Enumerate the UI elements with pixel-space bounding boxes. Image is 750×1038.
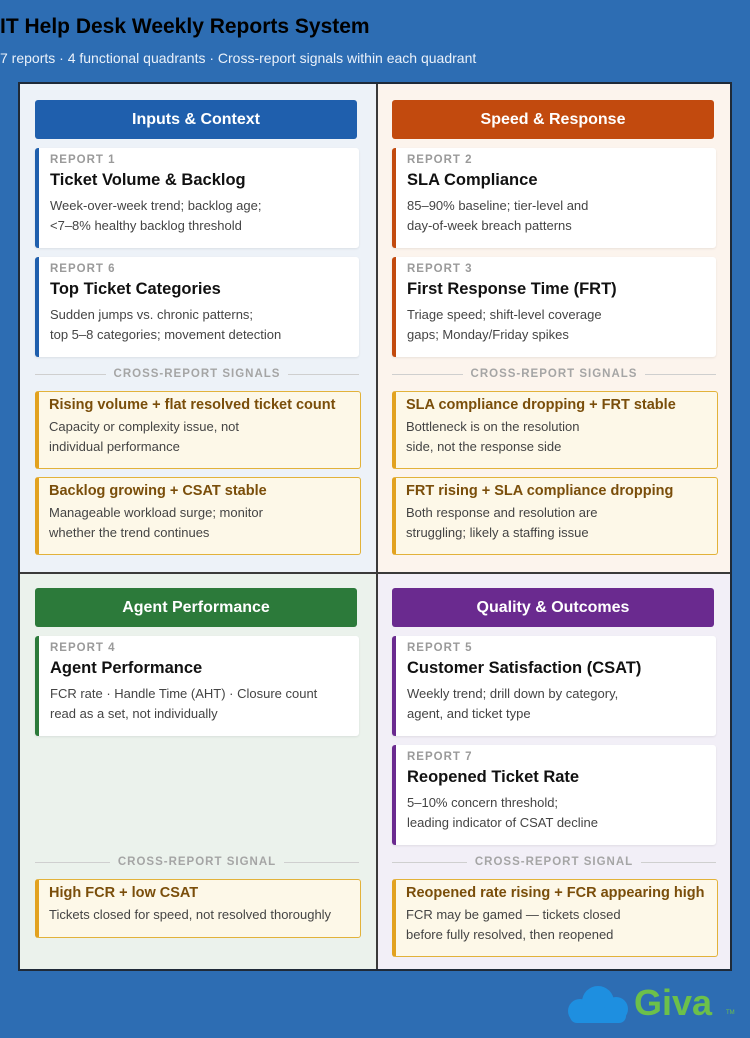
signal-name: SLA compliance dropping + FRT stable — [406, 397, 676, 413]
report-name: First Response Time (FRT) — [407, 280, 617, 298]
quadrant-speed-response — [376, 84, 730, 572]
cross-report-divider: CROSS-REPORT SIGNAL — [35, 855, 359, 869]
report-name: Reopened Ticket Rate — [407, 768, 580, 786]
signal-name: Backlog growing + CSAT stable — [49, 483, 267, 499]
report-description: 5–10% concern threshold; leading indicator of CSAT decline — [407, 795, 599, 830]
signal-card — [392, 477, 718, 555]
quadrant-header: Agent Performance — [35, 588, 357, 627]
report-number: REPORT 1 — [50, 154, 116, 166]
report-card — [392, 745, 716, 845]
signal-description: Tickets closed for speed, not resolved thoroughly — [49, 907, 332, 922]
signal-card — [35, 391, 361, 469]
report-description: Triage speed; shift-level coverage gaps; Monday/Friday spikes — [407, 307, 602, 342]
signal-card — [35, 879, 361, 938]
signal-name: Rising volume + flat resolved ticket count — [49, 397, 336, 413]
cross-report-divider: CROSS-REPORT SIGNAL — [392, 855, 716, 869]
signal-description: Bottleneck is on the resolution side, not the response side — [406, 419, 580, 454]
signal-name: High FCR + low CSAT — [49, 885, 199, 901]
quadrant-quality-outcomes — [376, 572, 730, 969]
quadrant-header: Quality & Outcomes — [392, 588, 714, 627]
page-title: IT Help Desk Weekly Reports System — [0, 15, 370, 38]
report-description: 85–90% baseline; tier-level and day-of-week breach patterns — [407, 198, 589, 233]
report-name: Customer Satisfaction (CSAT) — [407, 659, 642, 677]
report-name: SLA Compliance — [407, 171, 538, 189]
report-description: FCR rate · Handle Time (AHT) · Closure count read as a set, not individually — [50, 686, 318, 721]
report-number: REPORT 7 — [407, 751, 473, 763]
page-subtitle: 7 reports · 4 functional quadrants · Cross-report signals within each quadrant — [0, 50, 477, 66]
signal-name: Reopened rate rising + FCR appearing high — [406, 885, 705, 901]
quadrant-inputs-context — [20, 84, 376, 572]
report-description: Sudden jumps vs. chronic patterns; top 5–8 categories; movement detection — [50, 307, 282, 342]
signal-description: Both response and resolution are struggling; likely a staffing issue — [406, 505, 598, 540]
report-card — [35, 257, 359, 357]
quadrant-grid — [18, 82, 732, 971]
cross-report-divider: CROSS-REPORT SIGNALS — [35, 367, 359, 381]
signal-description: FCR may be gamed — tickets closed before fully resolved, then reopened — [406, 907, 621, 942]
signal-card — [35, 477, 361, 555]
trademark: TM — [726, 1010, 735, 1016]
cross-report-divider: CROSS-REPORT SIGNALS — [392, 367, 716, 381]
report-card — [392, 148, 716, 248]
report-number: REPORT 3 — [407, 263, 473, 275]
signal-card — [392, 879, 718, 957]
report-name: Ticket Volume & Backlog — [50, 171, 246, 189]
signal-description: Capacity or complexity issue, not individual performance — [49, 419, 240, 454]
report-card — [392, 636, 716, 736]
report-number: REPORT 6 — [50, 263, 116, 275]
signal-description: Manageable workload surge; monitor whether the trend continues — [49, 505, 263, 540]
report-name: Top Ticket Categories — [50, 280, 221, 298]
report-name: Agent Performance — [50, 659, 203, 677]
report-number: REPORT 5 — [407, 642, 473, 654]
quadrant-header: Inputs & Context — [35, 100, 357, 139]
report-description: Weekly trend; drill down by category, agent, and ticket type — [407, 686, 619, 721]
brand-logo-text: Giva — [634, 982, 713, 1023]
quadrant-header: Speed & Response — [392, 100, 714, 139]
signal-card — [392, 391, 718, 469]
report-card — [392, 257, 716, 357]
signal-name: FRT rising + SLA compliance dropping — [406, 483, 674, 499]
report-number: REPORT 2 — [407, 154, 473, 166]
report-number: REPORT 4 — [50, 642, 116, 654]
report-description: Week-over-week trend; backlog age; <7–8% healthy backlog threshold — [50, 198, 262, 233]
quadrant-agent-performance — [20, 572, 376, 969]
report-card — [35, 636, 359, 736]
report-card — [35, 148, 359, 248]
